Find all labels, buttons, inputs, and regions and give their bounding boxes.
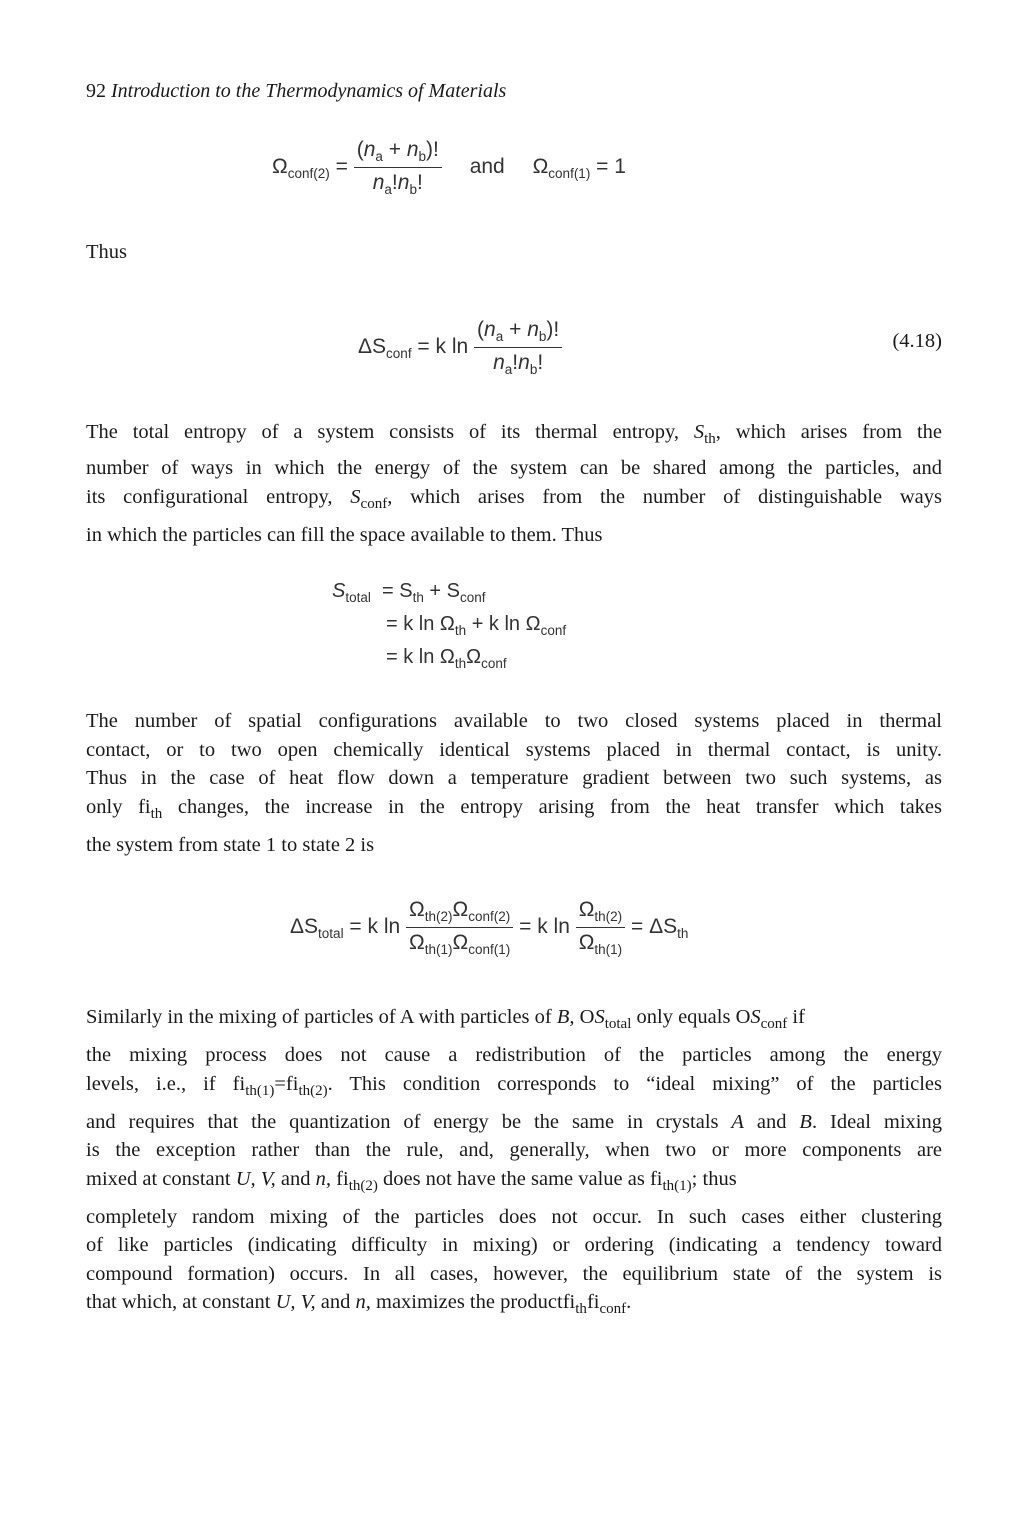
running-header <box>86 80 506 103</box>
equation-number: (4.18) <box>892 330 942 352</box>
fraction: $\frac{(n_a + n_b)!}{n_a!n_b!}$ <box>354 138 442 197</box>
equation-4-18: $\Delta S_{conf} = k$ ln $\frac{(n_a + n_b)!}{n_a!n_b!}$ <box>358 318 562 377</box>
book-title: Introduction to the Thermodynamics of Materials <box>111 80 507 102</box>
paragraph-spatial-configurations: The number of spatial configurations available to two closed systems placed in thermal contact, or to two open chemically identical systems placed in thermal contact, is unity. Thus in the case of heat flow down a temperature gradient between two such systems, as only $fi_{th}$ changes, the increase in the entropy arising from the heat transfer which takes the system from state 1 to state 2 is <box>86 710 942 856</box>
paragraph-mixing: Similarly in the mixing of particles of A with particles of B, $OS_{total}$ only equals $OS_{conf}$ if the mixing process does not cause a redistribution of the particles among the energy levels, i.e., if $fi_{th(1)}=fi_{th(2)}$. This condition corresponds to “ideal mixing” of the particles and requires that the quantization of energy be the same in crystals A and B. Ideal mixing is the exception rather than the rule, and, generally, when two or more components are mixed at constant U, V, and n, $fi_{th(2)}$ does not have the same value as $fi_{th(1)}$; thus completely random mixing of the particles does not occur. In such cases either clustering of like particles (indicating difficulty in mixing) or ordering (indicating a tendency toward compound formation) occurs. In all cases, however, the equilibrium state of the system is that which, at constant U, V, and n, maximizes the $productfi_{th}fi_{conf}$. <box>86 1006 943 1317</box>
page-number: 92 <box>86 80 106 102</box>
equation-delta-s-total: $\Delta S_{total} = k$ ln $\frac{\Omega_{th(2)}\Omega_{conf(2)}}{\Omega_{th(1)}\Omega_{conf(1)}}$ = k ln $\frac{\Omega_{th(2)}}{\Omega_{th(1)}}$ = $\Delta S_{th}$ <box>290 898 689 957</box>
thus-text: Thus <box>86 241 127 263</box>
equation-s-total: $S_{total} = S_{th} + S_{conf}$ = k $\ln \Omega_{th} + k$ $\ln \Omega_{conf}$ = k $\ln \Omega_{th}\Omega_{conf}$ <box>332 580 567 671</box>
paragraph-total-entropy: The total entropy of a system consists of its thermal entropy, $S_{th}$, which arises from the number of ways in which the energy of the system can be shared among the particles, and its configurational entropy, $S_{conf}$, which arises from the number of distinguishable ways in which the particles can fill the space available to them. Thus <box>86 421 942 546</box>
equation-omega-conf: $\Omega_{conf(2)}$ = $\frac{(n_a + n_b)!}{n_a!n_b!}$ and $\Omega_{conf(1)} = 1$ <box>272 138 626 197</box>
